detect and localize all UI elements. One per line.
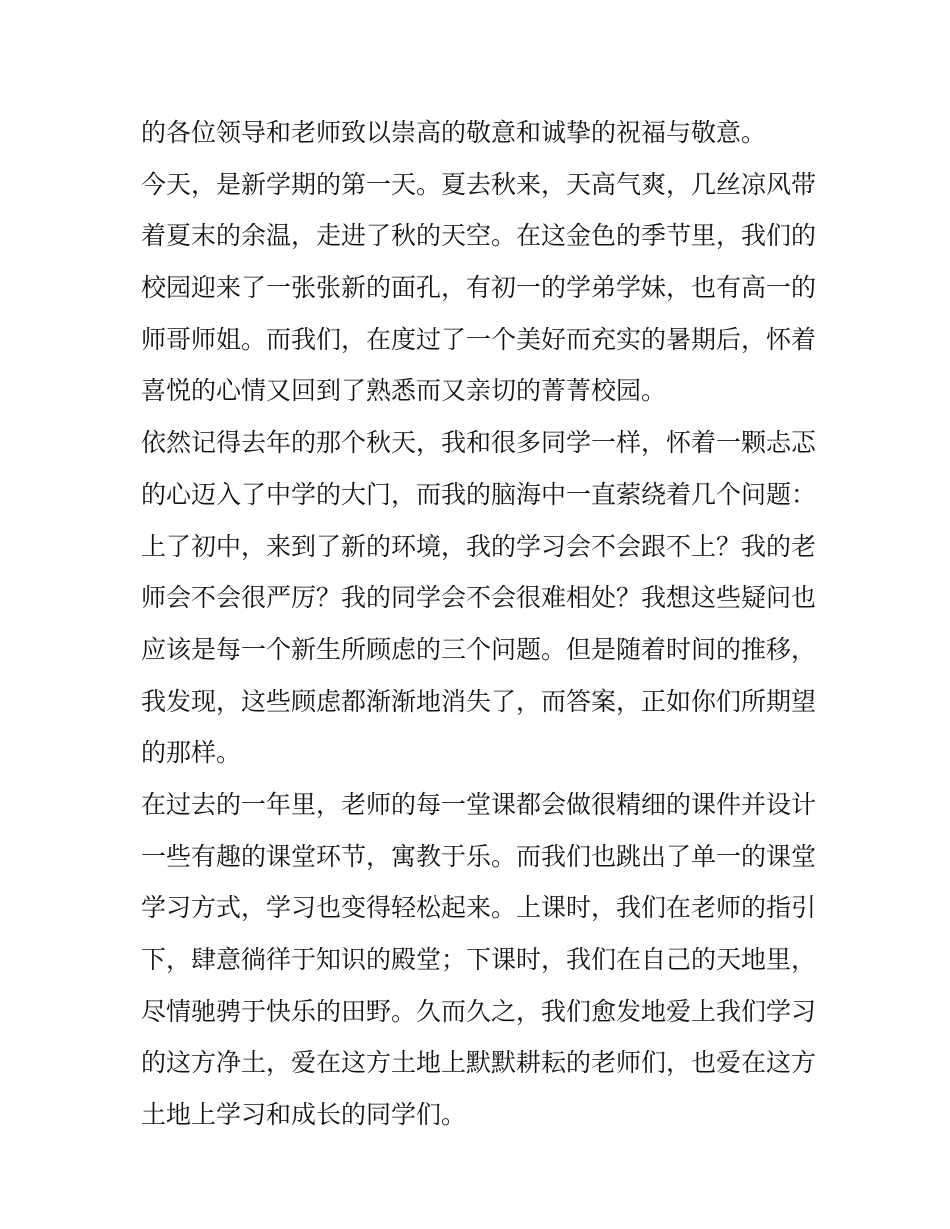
text-line: 的那样。 — [141, 738, 242, 768]
text-line: 依然记得去年的那个秋天，我和很多同学一样，怀着一颗忐忑 — [141, 428, 817, 458]
text-line: 上了初中，来到了新的环境，我的学习会不会跟不上？我的老 — [141, 531, 817, 561]
text-line: 校园迎来了一张张新的面孔，有初一的学弟学妹，也有高一的 — [141, 273, 817, 303]
text-line: 尽情驰骋于快乐的田野。久而久之，我们愈发地爱上我们学习 — [141, 996, 817, 1026]
text-line: 师会不会很严厉？我的同学会不会很难相处？我想这些疑问也 — [141, 583, 817, 613]
text-line: 下，肆意徜徉于知识的殿堂；下课时，我们在自己的天地里， — [141, 945, 817, 974]
text-line: 今天，是新学期的第一天。夏去秋来，天高气爽，几丝凉风带 — [141, 169, 817, 199]
text-line: 土地上学习和成长的同学们。 — [141, 1100, 467, 1130]
text-line: 应该是每一个新生所顾虑的三个问题。但是随着时间的推移， — [141, 634, 817, 664]
text-line: 着夏末的余温，走进了秋的天空。在这金色的季节里，我们的 — [141, 221, 817, 251]
text-line: 在过去的一年里，老师的每一堂课都会做很精细的课件并设计 — [141, 789, 817, 819]
text-line: 一些有趣的课堂环节，寓教于乐。而我们也跳出了单一的课堂 — [141, 841, 817, 871]
text-line: 我发现，这些顾虑都渐渐地消失了，而答案，正如你们所期望 — [141, 686, 817, 716]
text-line: 学习方式，学习也变得轻松起来。上课时，我们在老师的指引 — [141, 893, 817, 923]
text-line: 喜悦的心情又回到了熟悉而又亲切的菁菁校园。 — [141, 376, 667, 406]
text-line: 的各位领导和老师致以崇高的敬意和诚挚的祝福与敬意。 — [141, 118, 767, 147]
document-body — [141, 107, 821, 1141]
text-line: 师哥师姐。而我们，在度过了一个美好而充实的暑期后，怀着 — [141, 324, 817, 354]
text-line: 的这方净土，爱在这方土地上默默耕耘的老师们，也爱在这方 — [141, 1048, 817, 1078]
text-line: 的心迈入了中学的大门，而我的脑海中一直萦绕着几个问题： — [141, 479, 817, 509]
